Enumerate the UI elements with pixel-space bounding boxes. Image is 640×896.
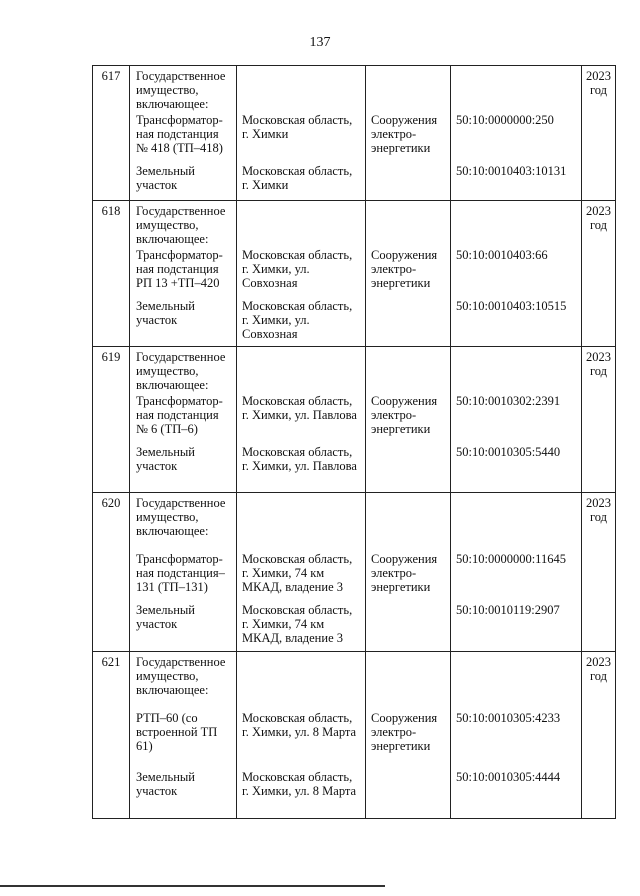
cadastral-number: 50:10:0010302:2391 bbox=[456, 394, 561, 408]
row-number: 621 bbox=[101, 655, 121, 669]
object-type bbox=[366, 493, 450, 552]
page-number: 137 bbox=[309, 35, 331, 50]
object-type bbox=[366, 347, 450, 394]
object-address bbox=[237, 652, 365, 711]
object-name-cell bbox=[130, 493, 237, 652]
object-name: РТП–60 (со встроенной ТП 61) bbox=[136, 711, 218, 753]
object-address bbox=[237, 66, 365, 113]
registry-row bbox=[93, 347, 616, 493]
cadastral-number bbox=[451, 347, 581, 394]
year: 2023 год bbox=[586, 350, 611, 378]
object-type bbox=[366, 201, 450, 248]
object-address bbox=[237, 347, 365, 394]
object-type-cell bbox=[366, 66, 451, 201]
object-type bbox=[366, 770, 450, 818]
row-number: 617 bbox=[101, 69, 121, 83]
cadastral-number: 50:10:0010403:10131 bbox=[456, 164, 567, 178]
object-name: Трансформатор-ная подстанция РП 13 +ТП–420 bbox=[136, 248, 223, 290]
object-address-cell bbox=[237, 493, 366, 652]
registry-body bbox=[93, 66, 616, 819]
object-type bbox=[366, 299, 450, 346]
cadastral-number-cell bbox=[451, 66, 582, 201]
cadastral-number: 50:10:0010305:4444 bbox=[456, 770, 561, 784]
object-address: Московская область, г. Химки, ул. Павлова bbox=[242, 394, 357, 422]
object-name: Государственное имущество, включающее: bbox=[136, 69, 226, 111]
object-address: Московская область, г. Химки, ул. Совхозная bbox=[242, 248, 353, 290]
cadastral-number-cell bbox=[451, 347, 582, 493]
object-type: Сооружения электро-энергетики bbox=[371, 248, 438, 290]
cadastral-number bbox=[451, 201, 581, 248]
year: 2023 год bbox=[586, 204, 611, 232]
object-address: Московская область, г. Химки, 74 км МКАД, владение 3 bbox=[242, 603, 353, 645]
object-type bbox=[366, 445, 450, 492]
row-number: 619 bbox=[101, 350, 121, 364]
object-address: Московская область, г. Химки, ул. Павлова bbox=[242, 445, 357, 473]
object-name: Земельный участок bbox=[136, 770, 195, 798]
object-name: Земельный участок bbox=[136, 299, 195, 327]
object-address: Московская область, г. Химки, ул. 8 Марта bbox=[242, 770, 357, 798]
row-number-cell bbox=[93, 201, 130, 347]
year-cell bbox=[582, 201, 616, 347]
object-address: Московская область, г. Химки bbox=[242, 113, 353, 141]
registry-row bbox=[93, 652, 616, 819]
year-cell bbox=[582, 66, 616, 201]
object-address-cell bbox=[237, 66, 366, 201]
row-number-cell bbox=[93, 652, 130, 819]
object-address-cell bbox=[237, 652, 366, 819]
object-type-cell bbox=[366, 201, 451, 347]
object-name: Государственное имущество, включающее: bbox=[136, 496, 226, 538]
year-cell bbox=[582, 493, 616, 652]
object-name: Трансформатор-ная подстанция– 131 (ТП–131) bbox=[136, 552, 225, 594]
year: 2023 год bbox=[586, 69, 611, 97]
object-type-cell bbox=[366, 493, 451, 652]
cadastral-number bbox=[451, 66, 581, 113]
cadastral-number: 50:10:0010403:66 bbox=[456, 248, 548, 262]
object-address: Московская область, г. Химки, ул. 8 Марта bbox=[242, 711, 357, 739]
object-address-cell bbox=[237, 201, 366, 347]
year: 2023 год bbox=[586, 496, 611, 524]
object-name: Государственное имущество, включающее: bbox=[136, 204, 226, 246]
object-type bbox=[366, 603, 450, 651]
year-cell bbox=[582, 652, 616, 819]
object-type-cell bbox=[366, 347, 451, 493]
row-number-cell bbox=[93, 66, 130, 201]
cadastral-number: 50:10:0010305:5440 bbox=[456, 445, 561, 459]
cadastral-number-cell bbox=[451, 652, 582, 819]
object-name: Трансформатор-ная подстанция № 6 (ТП–6) bbox=[136, 394, 223, 436]
object-address-cell bbox=[237, 347, 366, 493]
row-number: 620 bbox=[101, 496, 121, 510]
object-type: Сооружения электро-энергетики bbox=[371, 113, 438, 155]
row-number-cell bbox=[93, 347, 130, 493]
object-type-cell bbox=[366, 652, 451, 819]
cadastral-number: 50:10:0010119:2907 bbox=[456, 603, 560, 617]
object-type bbox=[366, 164, 450, 200]
object-type bbox=[366, 66, 450, 113]
cadastral-number bbox=[451, 493, 581, 552]
registry-row bbox=[93, 201, 616, 347]
object-type: Сооружения электро-энергетики bbox=[371, 711, 438, 753]
registry-row bbox=[93, 493, 616, 652]
object-address bbox=[237, 493, 365, 552]
object-address: Московская область, г. Химки, 74 км МКАД, владение 3 bbox=[242, 552, 353, 594]
object-address bbox=[237, 201, 365, 248]
object-name-cell bbox=[130, 66, 237, 201]
object-name-cell bbox=[130, 347, 237, 493]
cadastral-number: 50:10:0010403:10515 bbox=[456, 299, 567, 313]
object-name: Земельный участок bbox=[136, 603, 195, 631]
scan-edge-line bbox=[0, 885, 385, 887]
object-name: Земельный участок bbox=[136, 445, 195, 473]
object-type: Сооружения электро-энергетики bbox=[371, 394, 438, 436]
cadastral-number bbox=[451, 652, 581, 711]
object-address: Московская область, г. Химки bbox=[242, 164, 353, 192]
object-type bbox=[366, 652, 450, 711]
cadastral-number-cell bbox=[451, 201, 582, 347]
object-name: Государственное имущество, включающее: bbox=[136, 350, 226, 392]
property-registry-table bbox=[92, 65, 616, 819]
year: 2023 год bbox=[586, 655, 611, 683]
object-name: Земельный участок bbox=[136, 164, 195, 192]
cadastral-number: 50:10:0010305:4233 bbox=[456, 711, 561, 725]
cadastral-number: 50:10:0000000:11645 bbox=[456, 552, 566, 566]
object-name: Государственное имущество, включающее: bbox=[136, 655, 226, 697]
object-name: Трансформатор-ная подстанция № 418 (ТП–418) bbox=[136, 113, 223, 155]
object-name-cell bbox=[130, 652, 237, 819]
row-number-cell bbox=[93, 493, 130, 652]
cadastral-number-cell bbox=[451, 493, 582, 652]
row-number: 618 bbox=[101, 204, 121, 218]
year-cell bbox=[582, 347, 616, 493]
registry-row bbox=[93, 66, 616, 201]
object-type: Сооружения электро-энергетики bbox=[371, 552, 438, 594]
object-address: Московская область, г. Химки, ул. Совхозная bbox=[242, 299, 353, 341]
object-name-cell bbox=[130, 201, 237, 347]
cadastral-number: 50:10:0000000:250 bbox=[456, 113, 554, 127]
